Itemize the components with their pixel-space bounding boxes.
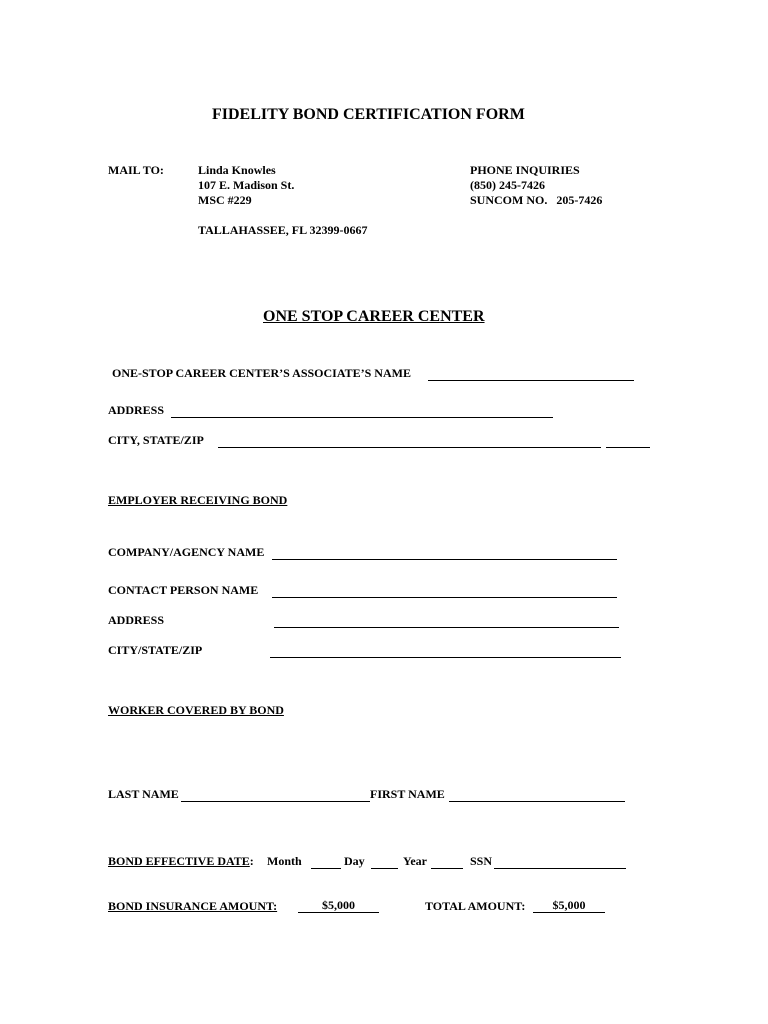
- employer-city-label: CITY/STATE/ZIP: [108, 643, 203, 657]
- bond-date-colon: :: [249, 854, 254, 868]
- associate-name-field[interactable]: [428, 380, 634, 381]
- month-field[interactable]: [311, 868, 341, 869]
- company-name-field[interactable]: [272, 559, 617, 560]
- ssn-label: SSN: [470, 854, 493, 868]
- employer-address-field[interactable]: [274, 627, 619, 628]
- day-label: Day: [344, 854, 365, 868]
- cc-city-label: CITY, STATE/ZIP: [108, 433, 204, 447]
- phone-label: PHONE INQUIRIES: [470, 163, 580, 177]
- bond-date-label-row: [108, 854, 254, 869]
- ssn-field[interactable]: [494, 868, 626, 869]
- phone-number: (850) 245-7426: [470, 178, 545, 192]
- mail-msc: MSC #229: [198, 193, 252, 207]
- month-label: Month: [267, 854, 302, 868]
- day-field[interactable]: [371, 868, 398, 869]
- cc-city-state-field[interactable]: [218, 447, 601, 448]
- cc-address-field[interactable]: [171, 417, 553, 418]
- form-title: FIDELITY BOND CERTIFICATION FORM: [212, 106, 525, 123]
- insurance-amount-label: BOND INSURANCE AMOUNT:: [108, 899, 278, 913]
- contact-name-label: CONTACT PERSON NAME: [108, 583, 259, 597]
- mail-street: 107 E. Madison St.: [198, 178, 295, 192]
- year-label: Year: [403, 854, 427, 868]
- first-name-label: FIRST NAME: [370, 787, 445, 801]
- phone-suncom: SUNCOM NO. 205-7426: [470, 193, 603, 207]
- mail-city: TALLAHASSEE, FL 32399-0667: [198, 223, 368, 237]
- company-name-label: COMPANY/AGENCY NAME: [108, 545, 265, 559]
- total-amount-value: $5,000: [533, 899, 605, 913]
- worker-heading: WORKER COVERED BY BOND: [108, 703, 284, 717]
- cc-address-label: ADDRESS: [108, 403, 165, 417]
- first-name-field[interactable]: [449, 801, 625, 802]
- contact-name-field[interactable]: [272, 597, 617, 598]
- mail-to-label: MAIL TO:: [108, 163, 164, 177]
- year-field[interactable]: [431, 868, 463, 869]
- cc-zip-field[interactable]: [606, 447, 650, 448]
- bond-date-label: BOND EFFECTIVE DATE: [108, 854, 250, 868]
- associate-name-label: ONE-STOP CAREER CENTER’S ASSOCIATE’S NAME: [112, 366, 411, 380]
- employer-address-label: ADDRESS: [108, 613, 165, 627]
- last-name-field[interactable]: [181, 801, 370, 802]
- employer-city-field[interactable]: [270, 657, 621, 658]
- insurance-amount-value: $5,000: [298, 899, 379, 913]
- last-name-label: LAST NAME: [108, 787, 179, 801]
- employer-heading: EMPLOYER RECEIVING BOND: [108, 493, 288, 507]
- total-amount-label: TOTAL AMOUNT:: [425, 899, 526, 913]
- career-center-heading: ONE STOP CAREER CENTER: [263, 308, 485, 325]
- mail-name: Linda Knowles: [198, 163, 276, 177]
